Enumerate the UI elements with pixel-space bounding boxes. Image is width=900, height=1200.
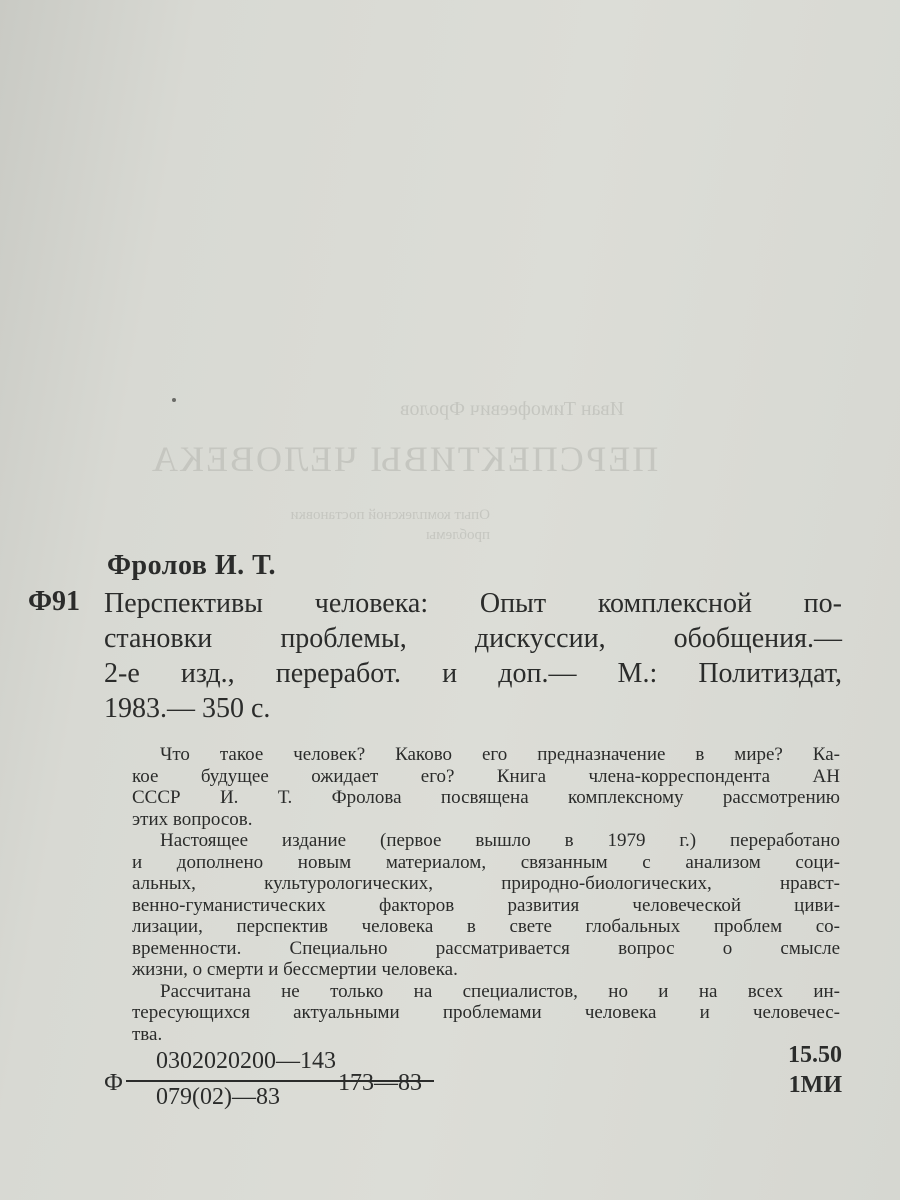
catalog-code: Ф91 [28,586,81,617]
biblio-line: 1983.— 350 с. [104,693,271,724]
annotation-line: альных, культурологических, природно-биологических, нравст- [132,873,840,894]
annotation-line: жизни, о смерти и бессмертии человека. [132,959,458,980]
annotation-line: этих вопросов. [132,808,253,830]
annotation-line: тва. [132,1023,163,1045]
index-letter: Ф [104,1070,123,1096]
paper-speck [172,398,176,402]
bibliographic-entry [104,586,842,726]
index-numerator: 0302020200—143 [156,1048,336,1074]
biblio-line: становки проблемы, дискуссии, обобщения.— [104,623,842,654]
annotation-line: тересующихся актуальными проблемами человека и человечес- [132,1002,840,1023]
annotation-line: временности. Специально рассматривается вопрос о смысле [132,937,840,959]
bleed-through-subtitle: Опыт комплексной постановки проблемы [290,507,490,543]
price: 15.50 [788,1042,842,1068]
index-denominator: 079(02)—83 [156,1084,280,1110]
index-side-number: 173—83 [338,1070,422,1096]
catalog-author: Фролов И. Т. [107,550,277,581]
annotation-line: Рассчитана не только на специалистов, но и на всех ин- [160,980,840,1002]
biblio-line: 2-е изд., переработ. и доп.— М.: Политиздат, [104,658,842,689]
biblio-line: Перспективы человека: Опыт комплексной по- [104,588,842,619]
annotation-line: лизации, перспектив человека в свете глобальных проблем со- [132,916,840,937]
annotation [132,744,840,1045]
bleed-through-title: ПЕРСПЕКТИВЫ ЧЕЛОВЕКА [150,439,659,479]
annotation-line: венно-гуманистических факторов развития человеческой циви- [132,894,840,916]
annotation-line: Настоящее издание (первое вышло в 1979 г.) переработано [160,830,840,851]
series-code: 1МИ [788,1072,842,1098]
annotation-line: СССР И. Т. Фролова посвящена комплексному рассмотрению [132,787,840,808]
annotation-line: и дополнено новым материалом, связанным с анализом соци- [132,851,840,873]
annotation-line: Что такое человек? Каково его предназначение в мире? Ка- [160,744,840,765]
bleed-through-author: Иван Тимофеевич Фролов [400,398,625,420]
annotation-line: кое будущее ожидает его? Книга члена-корреспондента АН [132,765,840,787]
